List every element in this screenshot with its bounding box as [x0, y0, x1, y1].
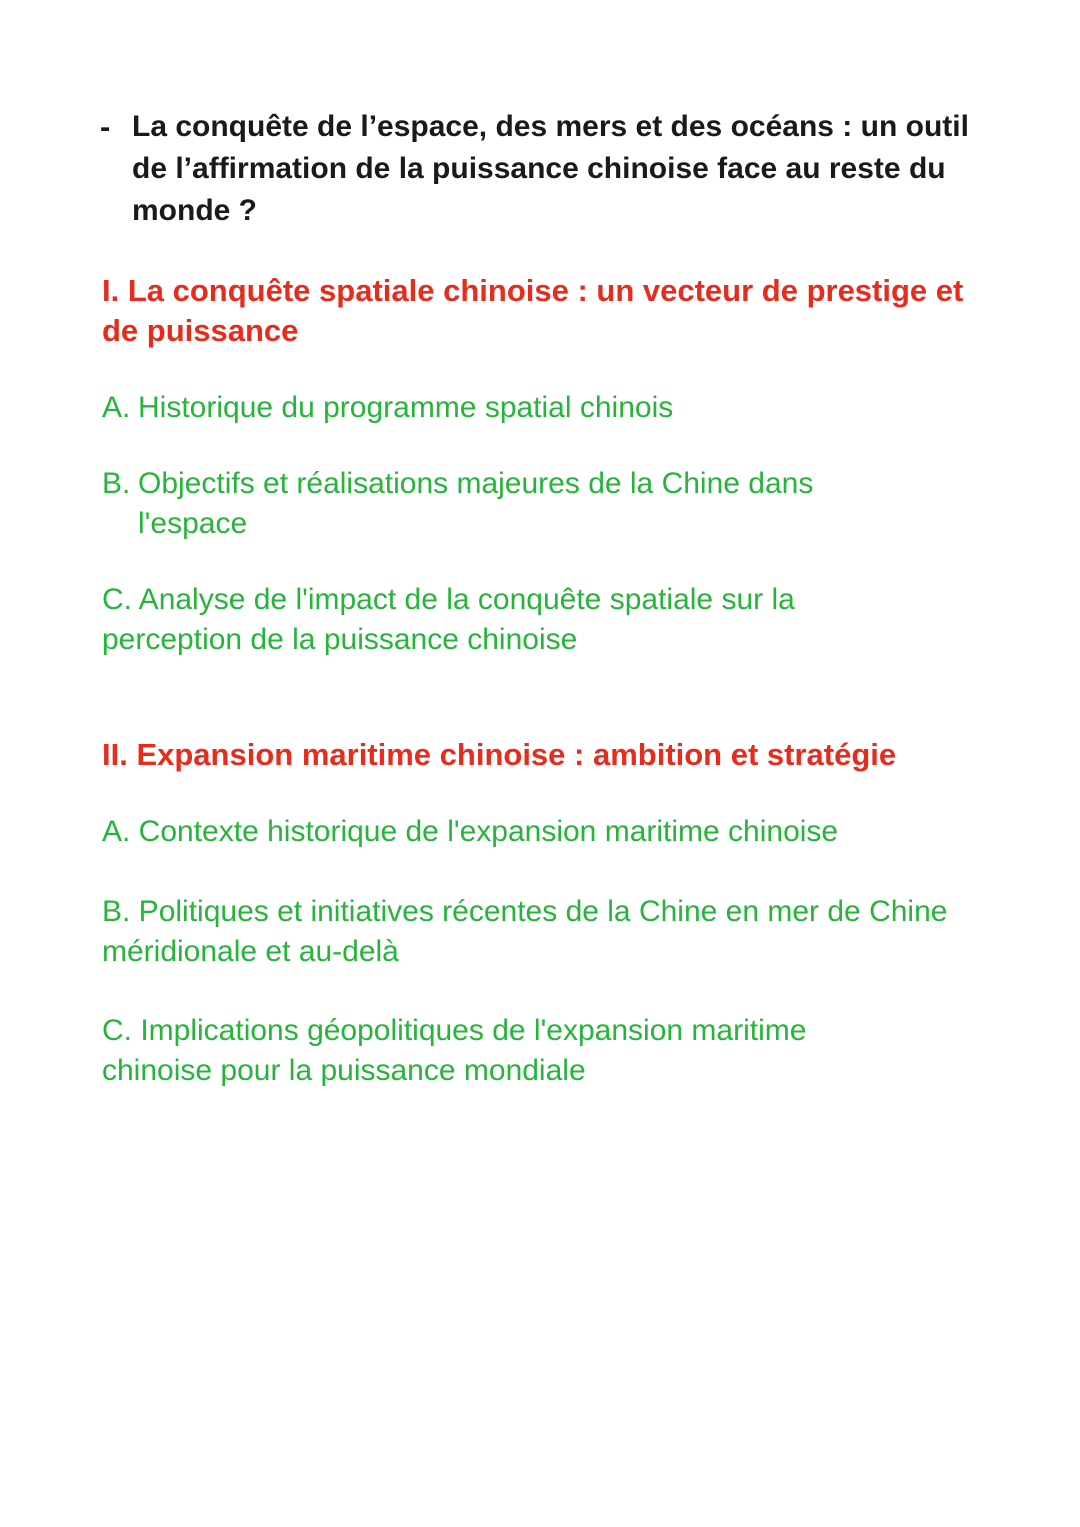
- item-text: C. Implications géopolitiques de l'expansion maritime chinoise pour la puissance mondiale: [102, 1014, 807, 1087]
- item-text: A. Contexte historique de l'expansion maritime chinoise: [102, 815, 839, 848]
- item-letter: B.: [102, 467, 131, 500]
- section-2-title: II. Expansion maritime chinoise : ambition et stratégie: [102, 737, 897, 772]
- item-text: Historique du programme spatial chinois: [138, 391, 674, 424]
- section-1-item-a: [102, 388, 982, 428]
- section-2-item-b: [102, 892, 952, 972]
- section-2-item-a: [102, 812, 982, 852]
- section-2: [102, 735, 1002, 775]
- item-text: C. Analyse de l'impact de la conquête spatiale sur la perception de la puissance chinoise: [102, 583, 795, 656]
- main-question: [100, 106, 1000, 232]
- section-1-item-b: [102, 464, 902, 544]
- section-2-item-c: [102, 1011, 902, 1091]
- section-1-item-c: [102, 580, 892, 660]
- section-1: [102, 271, 1002, 351]
- item-letter: A.: [102, 391, 131, 424]
- item-text: Objectifs et réalisations majeures de la Chine dans l'espace: [138, 467, 814, 540]
- question-text: La conquête de l’espace, des mers et des océans : un outil de l’affirmation de la puissance chinoise face au reste du monde ?: [132, 110, 969, 227]
- item-text: B. Politiques et initiatives récentes de la Chine en mer de Chine méridionale et au-delà: [102, 895, 948, 968]
- question-bullet: -: [100, 109, 111, 144]
- section-1-title: I. La conquête spatiale chinoise : un vecteur de prestige et de puissance: [102, 273, 964, 348]
